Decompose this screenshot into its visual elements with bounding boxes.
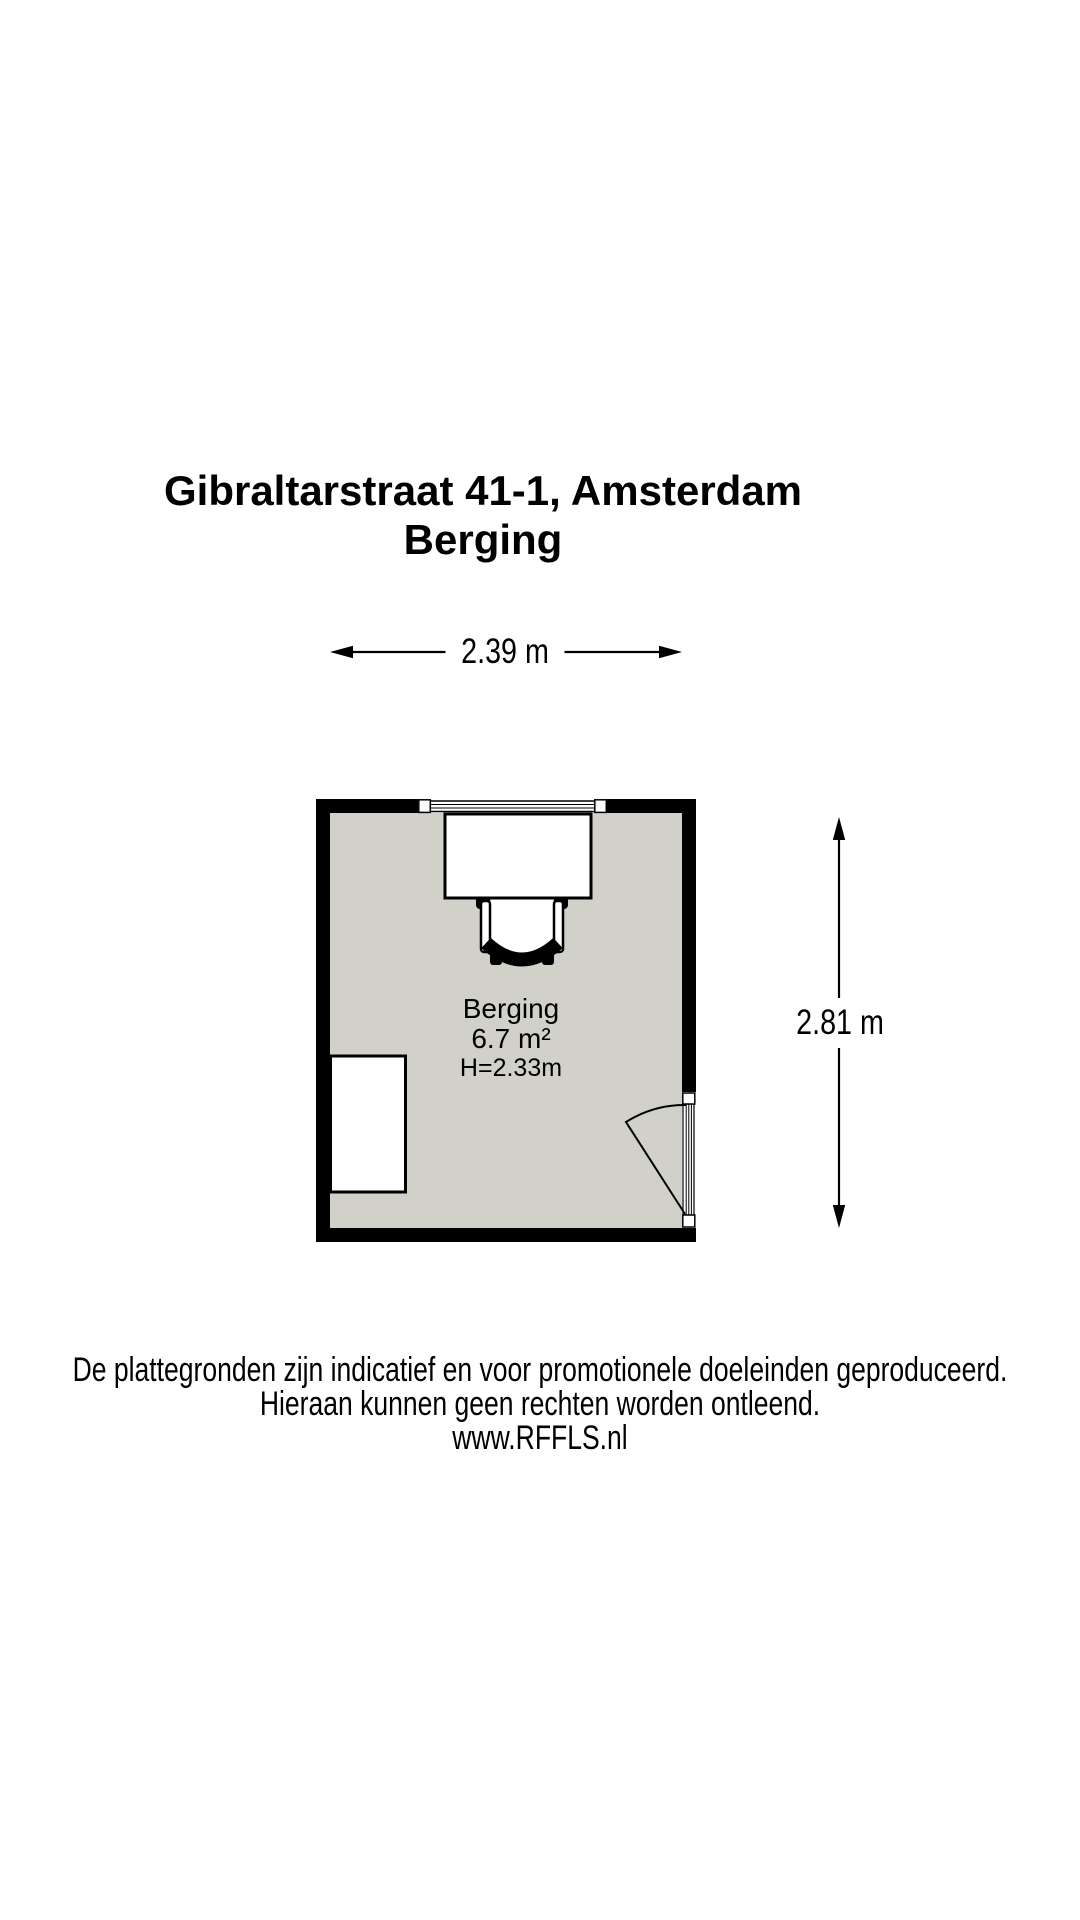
height-dimension-label: 2.81 m: [781, 1003, 900, 1043]
room-label: [460, 993, 562, 1083]
disclaimer-line-2: Hieraan kunnen geen rechten worden ontleend.: [259, 1385, 821, 1423]
room-name: Berging: [462, 993, 560, 1024]
footer-disclaimer: [0, 1353, 1080, 1455]
footer-website: www.RFFLS.nl: [452, 1419, 628, 1457]
disclaimer-line-1: De plattegronden zijn indicatief en voor promotionele doeleinden geproduceerd.: [72, 1351, 1008, 1389]
width-dimension-label: 2.39 m: [446, 632, 565, 672]
room-ceiling-height: H=2.33m: [459, 1054, 563, 1082]
cabinet-icon: [331, 1056, 406, 1192]
room-area: 6.7 m²: [471, 1023, 551, 1054]
window-icon: [418, 799, 607, 813]
title-address: Gibraltarstraat 41-1, Amsterdam: [163, 467, 803, 514]
desk-icon: [445, 814, 591, 898]
title-room: Berging: [403, 516, 563, 563]
